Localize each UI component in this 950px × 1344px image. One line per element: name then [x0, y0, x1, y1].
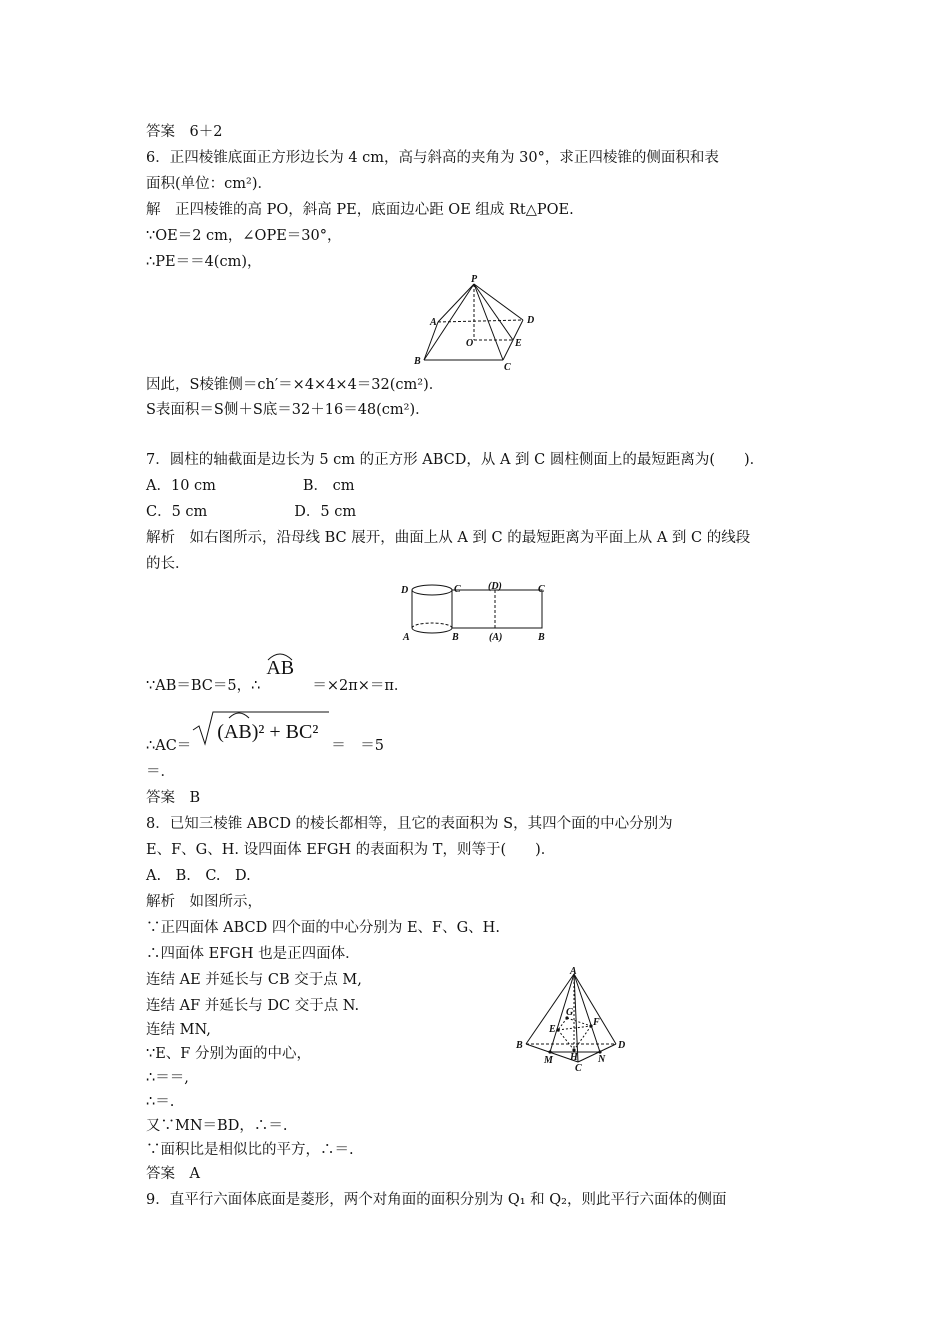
solution-8-line6: 连结 MN,	[146, 1022, 211, 1038]
arc-ab-expression	[260, 657, 312, 696]
fig2-label-C2: C	[538, 584, 545, 595]
arc-ab-text: AB	[266, 657, 295, 679]
tetrahedron-figure	[512, 966, 632, 1071]
solution-6-line4: 因此，S棱锥侧＝ch′＝×4×4×4＝32(cm²)．	[146, 377, 444, 393]
fig1-label-A: A	[430, 317, 437, 328]
fig2-label-A-prime: (A)	[489, 632, 503, 643]
fig1-label-D: D	[527, 315, 535, 326]
fig3-label-C: C	[575, 1063, 582, 1071]
fig1-label-B: B	[414, 356, 421, 367]
solution-7-line3-suffix: ＝×2π×＝π．	[312, 678, 409, 694]
fig2-label-C: C	[454, 584, 461, 595]
question-6-line1: 6．正四棱锥底面正方形边长为 4 cm，高与斜高的夹角为 30°，求正四棱锥的侧面积和表	[146, 150, 719, 166]
fig3-label-H: H	[570, 1052, 578, 1063]
solution-6-line3: ∴PE＝＝4(cm)，	[146, 254, 262, 270]
solution-8-line11: ∵面积比是相似比的平方，∴＝.	[146, 1142, 354, 1158]
solution-8-line2: ∵正四面体 ABCD 四个面的中心分别为 E、F、G、H.	[146, 920, 500, 936]
question-8-options: A. B. C. D.	[146, 868, 251, 884]
fig1-label-E: E	[515, 338, 522, 349]
solution-8-line10: 又∵MN＝BD，∴＝.	[146, 1118, 288, 1134]
fig1-label-P: P	[471, 274, 478, 285]
answer-5: 答案 6＋2	[146, 124, 223, 140]
fig1-label-C: C	[504, 362, 511, 372]
answer-8: 答案 A	[146, 1166, 200, 1182]
fig3-label-E: E	[549, 1024, 556, 1035]
question-7-options-cd: C．5 cm D．5 cm	[146, 504, 357, 520]
solution-6-line1: 解 正四棱锥的高 PO，斜高 PE，底面边心距 OE 组成 Rt△POE.	[146, 202, 574, 218]
fig3-label-B: B	[516, 1040, 523, 1051]
fig2-label-B2: B	[538, 632, 545, 643]
solution-7-line5: ＝．	[146, 764, 175, 780]
question-7-options-ab: A．10 cm B． cm	[146, 478, 355, 494]
question-8-line2: E、F、G、H. 设四面体 EFGH 的表面积为 T，则等于( )．	[146, 842, 556, 858]
question-6-line2: 面积(单位：cm²)．	[146, 176, 272, 192]
solution-7-line4-prefix: ∴AC＝	[146, 738, 192, 754]
solution-7-line3	[146, 657, 409, 696]
fig3-label-D: D	[618, 1040, 626, 1051]
solution-7-line4	[146, 721, 385, 756]
fig2-label-D: D	[401, 585, 409, 596]
solution-8-line4: 连结 AE 并延长与 CB 交于点 M,	[146, 972, 362, 988]
solution-8-line9: ∴＝.	[146, 1094, 175, 1110]
question-9: 9．直平行六面体底面是菱形，两个对角面的面积分别为 Q₁ 和 Q₂，则此平行六面体的侧面	[146, 1192, 727, 1208]
pyramid-figure	[408, 274, 543, 372]
solution-8-line3: ∴四面体 EFGH 也是正四面体．	[146, 946, 360, 962]
fig3-label-M: M	[544, 1055, 553, 1066]
question-7: 7．圆柱的轴截面是边长为 5 cm 的正方形 ABCD，从 A 到 C 圆柱侧面上的最短距离为( )．	[146, 452, 765, 468]
sqrt-expression	[191, 721, 331, 756]
fig3-label-A: A	[570, 966, 577, 977]
sqrt-expression-text: (AB)² + BC²	[217, 721, 319, 743]
cylinder-unroll-figure	[398, 578, 556, 648]
solution-7-line4-suffix: ＝ ＝5	[331, 738, 385, 754]
solution-8-line5: 连结 AF 并延长与 DC 交于点 N.	[146, 998, 360, 1014]
fig3-label-N: N	[598, 1054, 606, 1065]
fig1-label-O: O	[466, 338, 474, 349]
solution-6-line5: S表面积＝S侧＋S底＝32＋16＝48(cm²)．	[146, 402, 430, 418]
fig3-label-G: G	[566, 1007, 574, 1018]
question-8-line1: 8．已知三棱锥 ABCD 的棱长都相等，且它的表面积为 S，其四个面的中心分别为	[146, 816, 673, 832]
solution-7-line1: 解析 如右图所示，沿母线 BC 展开，曲面上从 A 到 C 的最短距离为平面上从 A 到 C 的线段	[146, 530, 751, 546]
answer-7: 答案 B	[146, 790, 201, 806]
solution-7-line2: 的长．	[146, 556, 190, 572]
solution-6-line2: ∵OE＝2 cm，∠OPE＝30°，	[146, 228, 342, 244]
fig2-label-D-prime: (D)	[488, 581, 502, 592]
solution-8-line7: ∵E、F 分别为面的中心，	[146, 1046, 311, 1062]
solution-8-line8: ∴＝＝,	[146, 1070, 189, 1086]
solution-8-line1: 解析 如图所示，	[146, 894, 262, 910]
fig2-label-B: B	[452, 632, 459, 643]
solution-7-line3-prefix: ∵AB＝BC＝5，∴	[146, 678, 261, 694]
fig3-label-F: F	[593, 1017, 600, 1028]
fig2-label-A: A	[403, 632, 410, 643]
